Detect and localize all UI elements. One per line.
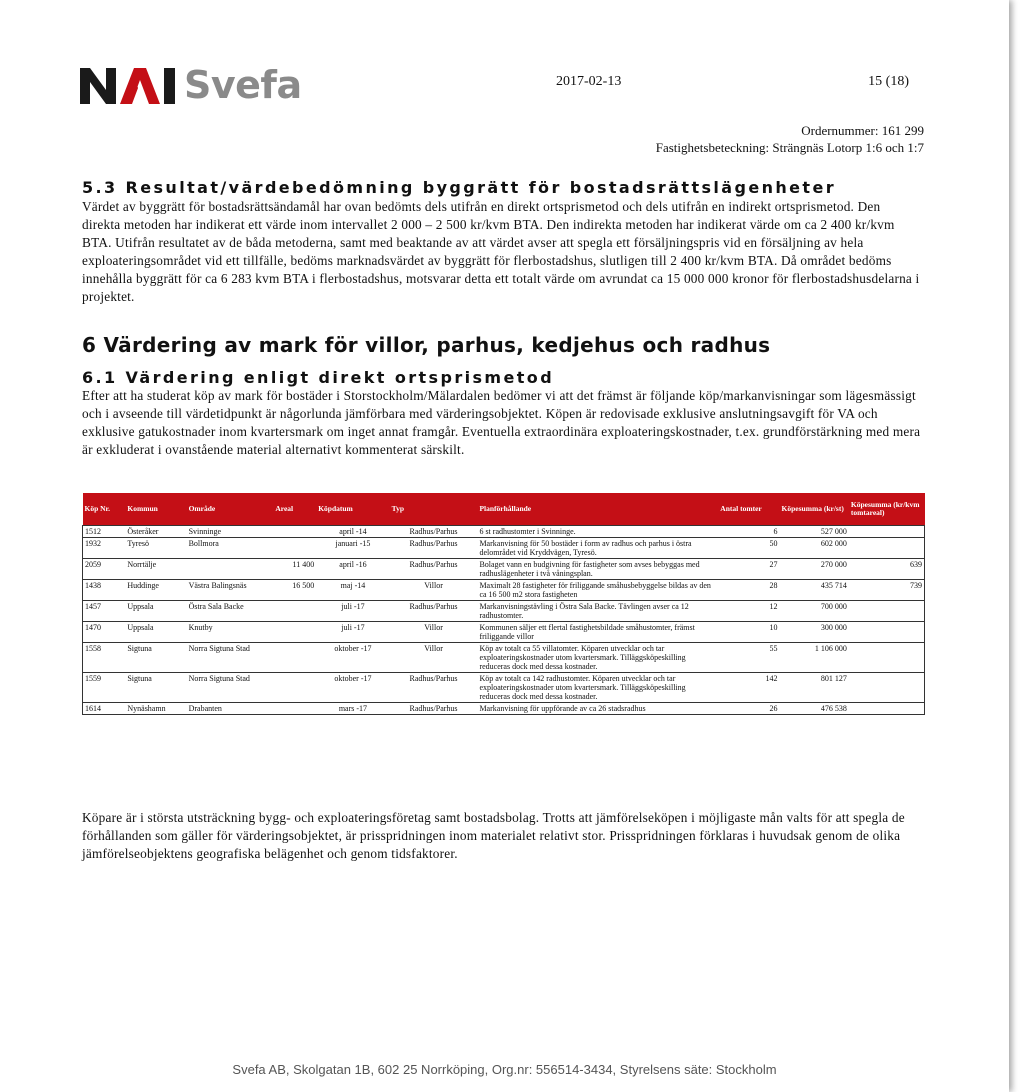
table-row — [83, 703, 925, 715]
section-5-3-heading: 5.3 Resultat/värdebedömning byggrätt för bostadsrättslägenheter — [82, 178, 837, 197]
table-cell: 1457 — [83, 601, 126, 622]
table-row — [83, 622, 925, 643]
section-6 — [82, 333, 922, 357]
table-cell: 700 000 — [780, 601, 849, 622]
table-cell: Maximalt 28 fastigheter för friliggande småhusbebyggelse bildas av den ca 16 500 m2 stora fastigheten — [477, 580, 718, 601]
table-cell: Villor — [390, 643, 478, 673]
table-cell: juli -17 — [316, 622, 389, 643]
nai-svefa-logo — [80, 63, 302, 107]
table-cell — [849, 673, 925, 703]
table-cell: 602 000 — [780, 538, 849, 559]
col-header: Område — [187, 493, 274, 526]
table-header-row — [83, 493, 925, 526]
col-header: Planförhållande — [477, 493, 718, 526]
table-cell: Knutby — [187, 622, 274, 643]
table-cell: maj -14 — [316, 580, 389, 601]
table-cell: 270 000 — [780, 559, 849, 580]
table-cell: Villor — [390, 622, 478, 643]
table-cell: Uppsala — [125, 622, 186, 643]
table-cell: Nynäshamn — [125, 703, 186, 715]
table-cell — [273, 601, 316, 622]
table-cell: Radhus/Parhus — [390, 673, 478, 703]
table-cell: 55 — [718, 643, 779, 673]
table-cell: 50 — [718, 538, 779, 559]
order-info — [656, 122, 924, 156]
table-cell: Drabanten — [187, 703, 274, 715]
table-cell: Radhus/Parhus — [390, 538, 478, 559]
table-cell: Radhus/Parhus — [390, 703, 478, 715]
table-row — [83, 601, 925, 622]
table-cell: april -14 — [316, 526, 389, 538]
table-cell — [849, 538, 925, 559]
table-cell: Köp av totalt ca 55 villatomter. Köparen utvecklar och tar exploateringskostnader utom kvartersmark. Tilläggsköpeskilling reduceras dock med dessa kostnader. — [477, 643, 718, 673]
table-row — [83, 526, 925, 538]
header-date: 2017-02-13 — [556, 74, 622, 89]
table-cell: Norrtälje — [125, 559, 186, 580]
table-cell: 527 000 — [780, 526, 849, 538]
table-row — [83, 643, 925, 673]
table-cell — [187, 559, 274, 580]
section-6-heading: 6 Värdering av mark för villor, parhus, kedjehus och radhus — [82, 333, 771, 357]
table-cell — [273, 538, 316, 559]
table-cell: oktober -17 — [316, 643, 389, 673]
table-cell: Radhus/Parhus — [390, 601, 478, 622]
table-cell: 435 714 — [780, 580, 849, 601]
table-cell: 11 400 — [273, 559, 316, 580]
table-cell: 1558 — [83, 643, 126, 673]
table-cell: 1512 — [83, 526, 126, 538]
table-cell — [849, 526, 925, 538]
table-cell — [273, 622, 316, 643]
col-header: Köpesumma (kr/kvm tomtareal) — [849, 493, 925, 526]
table-cell: april -16 — [316, 559, 389, 580]
col-header: Köpdatum — [316, 493, 389, 526]
table-cell: juli -17 — [316, 601, 389, 622]
table-cell: 739 — [849, 580, 925, 601]
table-cell: Österåker — [125, 526, 186, 538]
table-cell — [849, 622, 925, 643]
table-row — [83, 673, 925, 703]
table-cell: 27 — [718, 559, 779, 580]
section-6-1 — [82, 369, 922, 459]
table-cell: 142 — [718, 673, 779, 703]
table-cell: Markanvisningstävling i Östra Sala Backe. Tävlingen avser ca 12 radhustomter. — [477, 601, 718, 622]
col-header: Kommun — [125, 493, 186, 526]
table-cell: 1932 — [83, 538, 126, 559]
table-cell: Norra Sigtuna Stad — [187, 643, 274, 673]
table-cell: 1470 — [83, 622, 126, 643]
col-header: Köp Nr. — [83, 493, 126, 526]
table-cell — [849, 601, 925, 622]
table-cell: 1614 — [83, 703, 126, 715]
table-cell: 12 — [718, 601, 779, 622]
table-cell: 300 000 — [780, 622, 849, 643]
table-cell: Bollmora — [187, 538, 274, 559]
table-cell — [273, 526, 316, 538]
table-cell: januari -15 — [316, 538, 389, 559]
table-cell — [849, 643, 925, 673]
table-cell: Östra Sala Backe — [187, 601, 274, 622]
closing-body: Köpare är i största utsträckning bygg- och exploateringsföretag samt bostadsbolag. Trotts att jämförelseköpen i möjligaste mån valts för att spegla de förhållanden som gäller för värderingsobjektet, är prisspridningen inom materialet relativt stor. Prisspridningen förklaras i huvudsak genom de olika jämförelseobjektens geografiska belägenhet och genom tidsfaktorer. — [82, 810, 905, 861]
header-page-number: 15 (18) — [868, 74, 909, 89]
table-cell: Norra Sigtuna Stad — [187, 673, 274, 703]
table-cell: Markanvisning för 50 bostäder i form av radhus och parhus i östra delområdet vid Kryddvägen, Tyresö. — [477, 538, 718, 559]
nai-logo-icon — [80, 66, 180, 104]
table-cell: 1 106 000 — [780, 643, 849, 673]
table-cell: Villor — [390, 580, 478, 601]
col-header: Köpesumma (kr/st) — [780, 493, 849, 526]
section-5-3 — [82, 179, 922, 306]
table-cell: 6 — [718, 526, 779, 538]
table-cell: 1438 — [83, 580, 126, 601]
table-cell: oktober -17 — [316, 673, 389, 703]
col-header: Areal — [273, 493, 316, 526]
page-footer: Svefa AB, Skolgatan 1B, 602 25 Norrköping, Org.nr: 556514-3434, Styrelsens säte: Stockholm — [232, 1062, 777, 1077]
table-cell — [273, 703, 316, 715]
table-cell — [273, 643, 316, 673]
property-designation: Fastighetsbeteckning: Strängnäs Lotorp 1:6 och 1:7 — [655, 140, 924, 155]
table-cell — [849, 703, 925, 715]
table-cell: Sigtuna — [125, 643, 186, 673]
table-cell: Tyresö — [125, 538, 186, 559]
table-cell: 16 500 — [273, 580, 316, 601]
table-row — [83, 538, 925, 559]
table-cell: Svinninge — [187, 526, 274, 538]
table-cell: Västra Balingsnäs — [187, 580, 274, 601]
order-number: Ordernummer: 161 299 — [801, 123, 924, 138]
table-row — [83, 580, 925, 601]
col-header: Antal tomter — [718, 493, 779, 526]
table-cell: Kommunen säljer ett flertal fastighetsbildade småhustomter, främst friliggande villor — [477, 622, 718, 643]
table-cell: 2059 — [83, 559, 126, 580]
table-cell: 476 538 — [780, 703, 849, 715]
table-cell: mars -17 — [316, 703, 389, 715]
table-cell: Bolaget vann en budgivning för fastigheter som avses bebyggas med radhuslägenheter i två våningsplan. — [477, 559, 718, 580]
table-cell: Köp av totalt ca 142 radhustomter. Köparen utvecklar och tar exploateringskostnader utom kvartersmark. Tilläggsköpeskilling reduceras dock med dessa kostnader. — [477, 673, 718, 703]
table-cell: 801 127 — [780, 673, 849, 703]
table-cell: Uppsala — [125, 601, 186, 622]
comparison-sales-table — [82, 493, 925, 715]
table-cell — [273, 673, 316, 703]
table-cell: Markanvisning för uppförande av ca 26 stadsradhus — [477, 703, 718, 715]
comparison-table-wrap — [82, 493, 922, 715]
table-cell: 1559 — [83, 673, 126, 703]
table-cell: Sigtuna — [125, 673, 186, 703]
table-cell: 6 st radhustomter i Svinninge. — [477, 526, 718, 538]
svefa-wordmark: Svefa — [184, 63, 302, 107]
col-header: Typ — [390, 493, 478, 526]
table-cell: 28 — [718, 580, 779, 601]
table-cell: Radhus/Parhus — [390, 526, 478, 538]
table-cell: 639 — [849, 559, 925, 580]
table-cell: 26 — [718, 703, 779, 715]
section-5-3-body: Värdet av byggrätt för bostadsrättsändamål har ovan bedömts dels utifrån en direkt ortsprismetod och dels utifrån en indirekt ortsprismetod. Den direkta metoden har indikerat ett värde inom intervallet 2 000 – 2 500 kr/kvm BTA. Den indirekta metoden har indikerat värde om ca 2 400 kr/kvm BTA. Utifrån resultatet av de båda metoderna, samt med beaktande av att värdet avser att spegla ett försäljningspris vid en försäljning av hela exploateringsområdet vid ett tillfälle, bedöms marknadsvärdet av byggrätt för flerbostadshus, slutligen till 2 400 kr/kvm BTA. Då området bedöms innehålla byggrätt för ca 6 283 kvm BTA i flerbostadshus, motsvarar detta ett totalt värde om avrundat ca 15 000 000 kronor för flerbostadshusdelarna i projektet. — [82, 199, 920, 304]
section-6-1-heading: 6.1 Värdering enligt direkt ortsprismetod — [82, 368, 555, 387]
table-row — [83, 559, 925, 580]
table-cell: Radhus/Parhus — [390, 559, 478, 580]
table-cell: Huddinge — [125, 580, 186, 601]
section-6-1-body: Efter att ha studerat köp av mark för bostäder i Storstockholm/Mälardalen bedömer vi att det främst är följande köp/markanvisningar som lägesmässigt och i avseende till värdetidpunkt är någorlunda jämförbara med värderingsobjektet. Köpen är redovisade exklusive anslutningsavgift för VA och exklusive gatukostnader inom kvartersmark om inget annat framgår. Eventuella extraordinära exploateringskostnader, t.ex. grundförstärkning med mera är exkluderat i ovanstående material alternativt kommenterat särskilt. — [82, 388, 921, 457]
closing-section — [82, 809, 922, 863]
table-cell: 10 — [718, 622, 779, 643]
